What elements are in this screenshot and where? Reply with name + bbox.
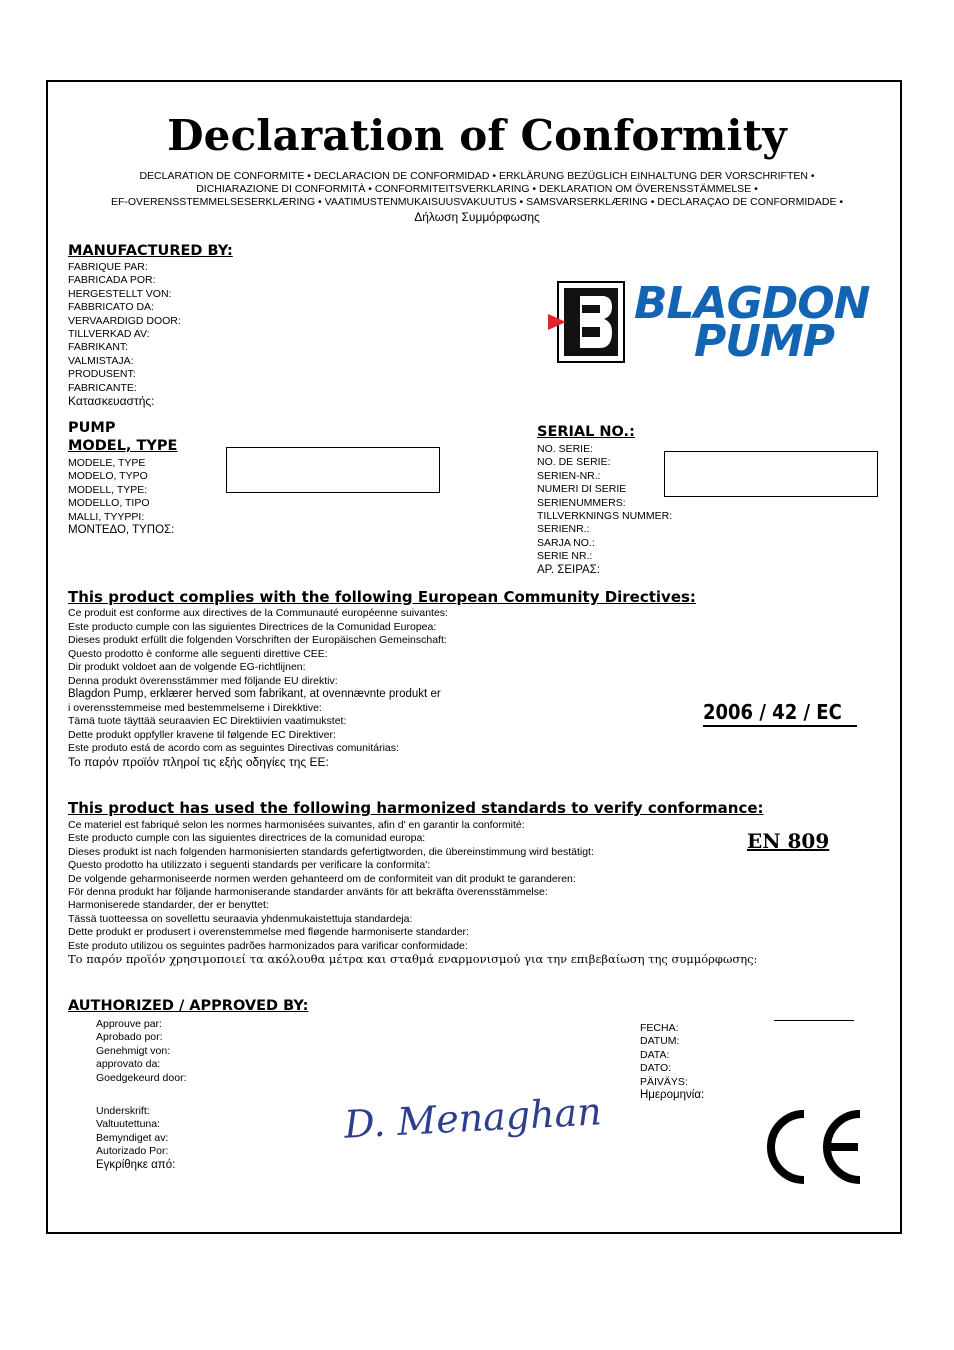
- manufacturer-label: TILLVERKAD AV:: [68, 328, 150, 341]
- signature-label: Bemyndiget av:: [96, 1131, 169, 1144]
- manufacturer-label: FABRIKANT:: [68, 341, 129, 354]
- serial-label: SARJA NO.:: [537, 536, 595, 549]
- date-label: Ημερομηνία:: [640, 1089, 705, 1102]
- manufacturer-label: FABRICANTE:: [68, 381, 137, 394]
- serial-label: ΑΡ. ΣΕΙΡΑΣ:: [537, 563, 601, 576]
- directive-translation: Denna produkt överensstämmer med följande EU direktiv:: [68, 674, 338, 687]
- manufactured-by-heading: MANUFACTURED BY:: [68, 243, 233, 259]
- title-translation-2: DICHIARAZIONE DI CONFORMITÀ • CONFORMITEITSVERKLARING • DEKLARATION OM ÖVERENSSTÄMMELSE •: [196, 183, 758, 195]
- approved-by-label: Goedgekeurd door:: [96, 1071, 187, 1084]
- standard-translation: För denna produkt har följande harmoniserande standarder använts för att bekräfta överensstämmelse:: [68, 886, 548, 899]
- directives-translation-list: [68, 607, 448, 769]
- title-translation-3: EF-OVERENSSTEMMELSESERKLÆRING • VAATIMUSTENMUKAISUUSVAKUUTUS • SAMSVARSERKLÆRING • DECLARAÇAO DE CONFORMIDADE •: [110, 196, 844, 208]
- pump-model-type-heading: MODEL, TYPE: [68, 438, 178, 454]
- standard-translation: Dieses produkt ist nach folgenden harmonisierten standards gefertigtworden, die übereinstimmung wird bestätigt:: [68, 845, 594, 858]
- serial-heading: SERIAL NO.:: [537, 424, 635, 440]
- standards-heading: This product has used the following harmonized standards to verify conformance:: [68, 799, 764, 817]
- approved-by-label: Aprobado por:: [96, 1031, 163, 1044]
- serial-label: TILLVERKNINGS NUMMER:: [537, 510, 673, 523]
- standard-translation: Este producto cumple con las siguientes directrices de la comunidad europa:: [68, 832, 426, 845]
- approved-by-label: Approuve par:: [96, 1018, 162, 1030]
- pump-label: MODELE, TYPE: [68, 457, 146, 469]
- signature-label: Autorizado Por:: [96, 1145, 169, 1158]
- standard-translation: Harmoniserede standarder, der er benyttet:: [68, 899, 269, 912]
- approved-by-label-list: [96, 1018, 186, 1085]
- pump-label: ΜΟΝΤΕΔΟ, ΤΥΠΟΣ:: [68, 524, 175, 537]
- date-label: DATO:: [640, 1062, 672, 1075]
- logo-line-blagdon: BLAGDON: [634, 278, 870, 329]
- approved-by-label: Genehmigt von:: [96, 1044, 171, 1057]
- approved-by-label: approvato da:: [96, 1058, 161, 1071]
- title-translation-1: DECLARATION DE CONFORMITE • DECLARACION DE CONFORMIDAD • ERKLÄRUNG BEZÜGLICH EINHALTUNG DER VORSCHRIFTEN •: [139, 170, 815, 182]
- standard-translation: Το παρόν προϊόν χρησιμοποιεί τα ακόλουθα μέτρα και σταθμά εναρμονισμού για την επιβεβαίωση της συμμόρφωσης:: [68, 952, 758, 967]
- serial-label: SERIENUMMERS:: [537, 496, 626, 509]
- manufacturer-label: FABBRICATO DA:: [68, 301, 154, 314]
- directive-translation: i overensstemmeise med bestemmelseme i Direkktive:: [68, 701, 322, 714]
- serial-number-field[interactable]: [664, 451, 878, 497]
- authorized-heading: AUTHORIZED / APPROVED BY:: [68, 998, 309, 1014]
- blagdon-b-logo-icon: [546, 280, 626, 364]
- directive-translation: Este produto está de acordo com as seguintes Directivas comunitárias:: [68, 742, 399, 754]
- standard-translation: De volgende geharmoniseerde normen werden gehanteerd om de conformiteit van dit produkt te garanderen:: [68, 872, 576, 885]
- directive-underline: [703, 725, 857, 727]
- date-line: [774, 1020, 854, 1021]
- signature-label: Εγκρίθηκε από:: [96, 1158, 176, 1171]
- manufacturer-label: HERGESTELLT VON:: [68, 287, 172, 300]
- pump-label: MODELLO, TIPO: [68, 497, 150, 510]
- standards-translation-list: [68, 819, 757, 966]
- manufacturer-label: Κατασκευαστής:: [68, 394, 155, 409]
- directive-translation: Questo prodotto è conforme alle seguenti direttive CEE:: [68, 647, 328, 660]
- serial-label: SERIENR.:: [537, 523, 590, 536]
- pump-label-list: [68, 457, 174, 537]
- date-label: DATUM:: [640, 1035, 680, 1048]
- directives-heading: This product complies with the following European Community Directives:: [68, 588, 696, 606]
- date-label: FECHA:: [640, 1022, 679, 1034]
- directive-translation: Blagdon Pump, erklærer herved som fabrikant, at ovennævnte produkt er: [68, 688, 441, 700]
- directive-translation: Este producto cumple con las siguientes Directrices de la Comunidad Europea:: [68, 620, 437, 633]
- date-label: DATA:: [640, 1048, 670, 1061]
- serial-label: SERIE NR.:: [537, 550, 593, 563]
- pump-model-field[interactable]: [226, 447, 440, 493]
- standard-translation: Este produto utilizou os seguintes padrões harmonizados para varificar conformidade:: [68, 939, 468, 952]
- pump-label: MODELO, TYPO: [68, 470, 148, 483]
- manufacturer-label: FABRIQUE PAR:: [68, 261, 148, 273]
- manufacturer-label: PRODUSENT:: [68, 368, 136, 381]
- document-title: Declaration of Conformity: [167, 111, 787, 160]
- directive-translation: Dette produkt oppfyller kravene til følgende EC Direktiver:: [68, 728, 336, 741]
- title-translation-greek: Δήλωση Συμμόρφωσης: [414, 210, 540, 224]
- serial-label: NUMERI DI SERIE: [537, 483, 627, 496]
- date-label: PÄIVÄYS:: [640, 1075, 688, 1088]
- pump-heading: PUMP: [68, 420, 116, 436]
- standard-translation: Ce materiel est fabriqué selon les normes harmonisées suivantes, afin d' en garantir la conformité:: [68, 819, 525, 831]
- signature-label: Underskrift:: [96, 1105, 150, 1117]
- signature-label-list: [96, 1105, 175, 1172]
- serial-label: NO. SERIE:: [537, 443, 594, 455]
- pump-label: MODELL, TYPE:: [68, 483, 148, 496]
- standard-translation: Dette produkt er produsert i overenstemmelse med fløgende harmoniserte standarder:: [68, 926, 469, 939]
- directive-translation: Το παρόν προϊόν πληροί τις εξής οδηγίες της ΕΕ:: [68, 754, 329, 769]
- serial-label: SERIEN-NR.:: [537, 469, 601, 482]
- directive-translation: Dir produkt voldoet aan de volgende EG-richtlijnen:: [68, 661, 306, 673]
- serial-label-list: [537, 443, 672, 577]
- manufacturer-label-list: [68, 261, 181, 408]
- serial-label: NO. DE SERIE:: [537, 456, 611, 469]
- standard-value: EN 809: [747, 829, 830, 853]
- directive-value: 2006 / 42 / EC: [703, 700, 842, 724]
- manufacturer-label: VALMISTAJA:: [68, 354, 134, 367]
- pump-label: MALLI, TYYPPI:: [68, 510, 145, 523]
- manufacturer-label: FABRICADA POR:: [68, 274, 156, 287]
- directive-translation: Dieses produkt erfüllt die folgenden Vorschriften der Europäischen Gemeinschaft:: [68, 634, 447, 646]
- signature: D. Menaghan: [343, 1089, 603, 1147]
- directive-translation: Tämä tuote täyttää seuraavien EC Direktiivien vaatimukstet:: [68, 715, 347, 727]
- signature-label: Valtuutettuna:: [96, 1118, 161, 1131]
- ce-mark-icon: [756, 1106, 868, 1188]
- manufacturer-label: VERVAARDIGD DOOR:: [68, 314, 181, 327]
- standard-translation: Questo prodotto ha utilizzato i seguenti standards per verificare la conformita':: [68, 859, 431, 872]
- logo-line-pump: PUMP: [694, 316, 835, 367]
- date-label-list: [640, 1022, 704, 1102]
- standard-translation: Tässä tuotteessa on sovellettu seuraavia yhdenmukaistettuja standardeja:: [68, 912, 413, 925]
- directive-translation: Ce produit est conforme aux directives de la Communauté européenne suivantes:: [68, 607, 448, 619]
